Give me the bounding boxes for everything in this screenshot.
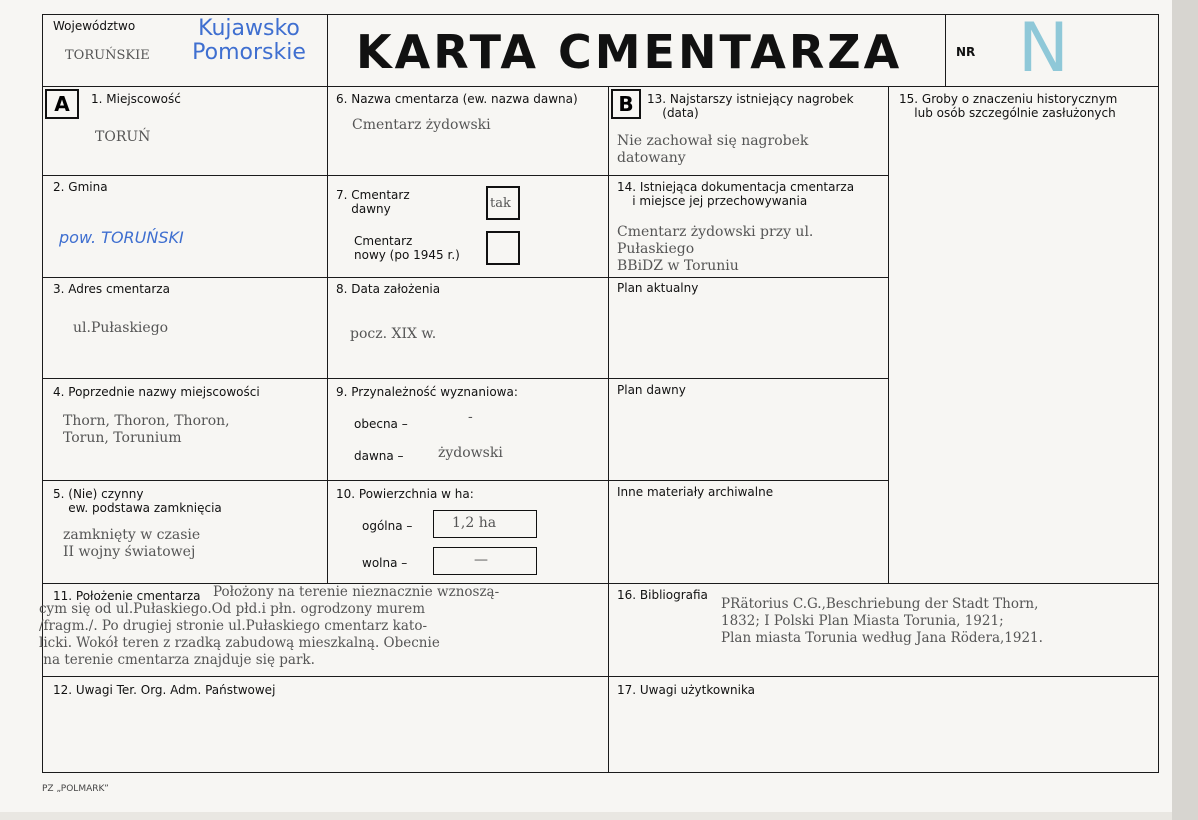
field-17 <box>608 676 1159 773</box>
field-13-label: 13. Najstarszy istniejący nagrobek (data) <box>647 92 854 120</box>
voivodeship-cell <box>42 14 328 87</box>
plan-old-label: Plan dawny <box>617 383 686 397</box>
free-area-field[interactable] <box>433 547 537 575</box>
field-9-former-value: żydowski <box>438 445 503 461</box>
field-12 <box>42 676 609 773</box>
field-9-current-label: obecna – <box>354 417 408 431</box>
new-checkbox[interactable] <box>486 231 520 265</box>
field-5 <box>42 480 328 584</box>
field-4 <box>42 378 328 481</box>
title-cell <box>327 14 946 87</box>
nr-value: N <box>1018 9 1069 88</box>
field-3-value: ul.Pułaskiego <box>73 320 169 336</box>
other-materials <box>608 480 889 584</box>
field-13 <box>608 86 889 176</box>
section-a-badge: A <box>45 89 79 119</box>
field-11-value: Położony na terenie nieznacznie wznoszą- cym się od ul.Pułaskiego.Od płd.i płn. ogrodzony murem /fragm./. Po drugiej stronie ul.Pułaskiego cmentarz kato- licki. Wokół teren z rzadką zabudową mieszkalną. Obecnie na terenie cmentarza znajduje się park. <box>39 584 500 668</box>
field-14-label: 14. Istniejąca dokumentacja cmentarza i miejsce jej przechowywania <box>617 180 855 208</box>
field-1 <box>42 86 328 176</box>
field-2-value: pow. TORUŃSKI <box>59 228 184 247</box>
field-13-value: Nie zachował się nagrobek datowany <box>617 133 809 166</box>
other-materials-label: Inne materiały archiwalne <box>617 485 774 499</box>
printer-imprint: PZ „POLMARK” <box>42 784 109 794</box>
field-7-old-label: 7. Cmentarz dawny <box>336 188 410 216</box>
field-10-total-label: ogólna – <box>362 519 413 533</box>
field-8 <box>327 277 609 379</box>
field-2-label: 2. Gmina <box>53 180 108 194</box>
field-6 <box>327 86 609 176</box>
voivodeship-typed: TORUŃSKIE <box>65 48 150 63</box>
field-16 <box>608 583 1159 677</box>
field-7-new-label: Cmentarz nowy (po 1945 r.) <box>354 234 460 262</box>
field-5-label: 5. (Nie) czynny ew. podstawa zamknięcia <box>53 487 222 515</box>
field-9-label: 9. Przynależność wyznaniowa: <box>336 385 518 399</box>
voivodeship-stamp: Kujawsko Pomorskie <box>192 16 306 65</box>
field-4-value: Thorn, Thoron, Thoron, Torun, Torunium <box>63 413 230 446</box>
field-1-value: TORUŃ <box>95 129 151 145</box>
field-9 <box>327 378 609 481</box>
field-10-label: 10. Powierzchnia w ha: <box>336 487 474 501</box>
field-6-value: Cmentarz żydowski <box>352 117 491 133</box>
old-checkbox[interactable] <box>486 186 520 220</box>
field-3 <box>42 277 328 379</box>
field-10-free-label: wolna – <box>362 556 408 570</box>
field-15-label: 15. Groby o znaczeniu historycznym lub osób szczególnie zasłużonych <box>899 92 1118 120</box>
field-8-label: 8. Data założenia <box>336 282 441 296</box>
old-checkbox-value: tak <box>490 196 511 211</box>
field-16-value: PRätorius C.G.,Beschriebung der Stadt Thorn, 1832; I Polski Plan Miasta Torunia, 1921; Plan miasta Torunia według Jana Rödera,1921. <box>721 596 1043 646</box>
field-10 <box>327 480 609 584</box>
field-1-label: 1. Miejscowość <box>91 92 181 106</box>
voivodeship-label: Województwo <box>53 19 136 33</box>
field-3-label: 3. Adres cmentarza <box>53 282 170 296</box>
total-area-field[interactable] <box>433 510 537 538</box>
field-9-current-value: - <box>468 409 473 425</box>
nr-label: NR <box>956 45 976 59</box>
plan-old <box>608 378 889 481</box>
field-2 <box>42 175 328 278</box>
page-title: KARTA CMENTARZA <box>356 25 903 79</box>
field-14 <box>608 175 889 278</box>
free-area-value: — <box>474 552 488 568</box>
field-11 <box>39 583 609 677</box>
field-4-label: 4. Poprzednie nazwy miejscowości <box>53 385 260 399</box>
field-5-value: zamknięty w czasie II wojny światowej <box>63 527 201 560</box>
nr-cell <box>945 9 1159 88</box>
field-8-value: pocz. XIX w. <box>350 326 437 342</box>
section-b-badge: B <box>611 89 641 119</box>
field-14-value: Cmentarz żydowski przy ul. Pułaskiego BBiDZ w Toruniu <box>617 224 814 274</box>
field-16-label: 16. Bibliografia <box>617 588 708 602</box>
card-edge <box>1172 0 1198 820</box>
field-9-former-label: dawna – <box>354 449 404 463</box>
total-area-value: 1,2 ha <box>452 515 497 531</box>
field-7 <box>327 175 609 278</box>
plan-current-label: Plan aktualny <box>617 281 699 295</box>
plan-current <box>608 277 889 379</box>
field-12-label: 12. Uwagi Ter. Org. Adm. Państwowej <box>53 683 276 697</box>
field-11-label: 11. Położenie cmentarza <box>53 589 201 603</box>
field-15 <box>888 86 1159 584</box>
field-6-label: 6. Nazwa cmentarza (ew. nazwa dawna) <box>336 92 578 106</box>
field-17-label: 17. Uwagi użytkownika <box>617 683 756 697</box>
